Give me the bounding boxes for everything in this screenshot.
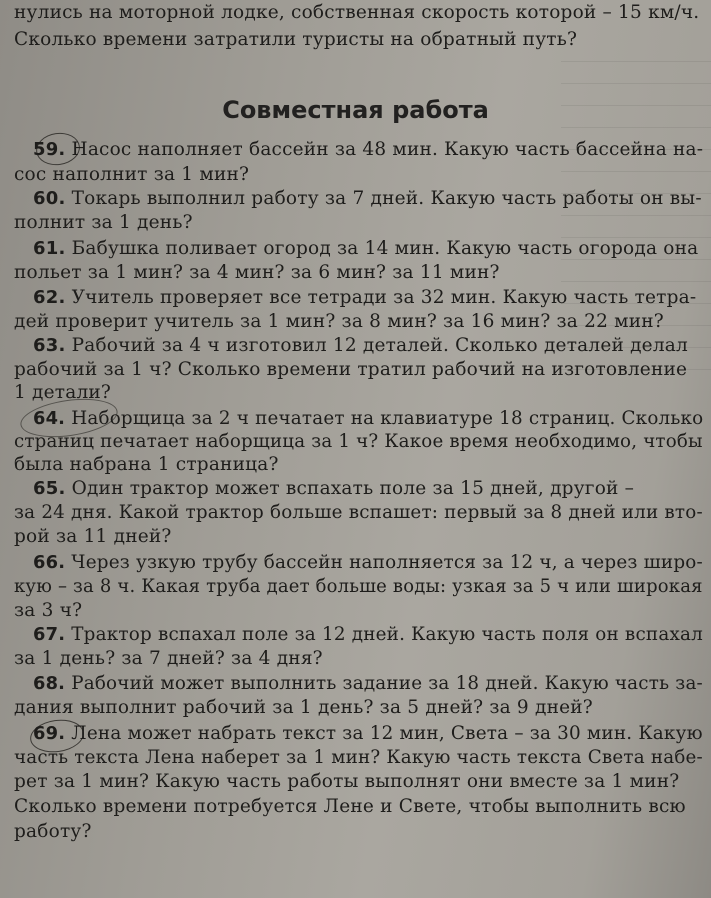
problem-number: 66.: [33, 552, 66, 573]
problem-68-line-2: дания выполнит рабочий за 1 день? за 5 дней? за 9 дней?: [14, 697, 593, 718]
problem-66-line-2: кую – за 8 ч. Какая труба дает больше воды: узкая за 5 ч или широкая: [14, 576, 703, 597]
problem-69-line-4: Сколько времени потребуется Лене и Свете, чтобы выполнить всю: [14, 796, 686, 817]
problem-60-line-2: полнит за 1 день?: [14, 212, 193, 233]
top-line: нулись на моторной лодке, собственная скорость которой – 15 км/ч.: [14, 2, 700, 23]
problem-69-line-1: 69. Лена может набрать текст за 12 мин, Света – за 30 мин. Какую: [33, 723, 703, 744]
problem-69-line-2: часть текста Лена наберет за 1 мин? Какую часть текста Света набе-: [14, 747, 703, 768]
problem-65-line-2: за 24 дня. Какой трактор больше вспашет: первый за 8 дней или вто-: [14, 502, 703, 523]
problem-69-line-5: работу?: [14, 821, 92, 842]
problem-69-line-3: рет за 1 мин? Какую часть работы выполнят они вместе за 1 мин?: [14, 771, 680, 792]
problem-68-line-1: 68. Рабочий может выполнить задание за 18 дней. Какую часть за-: [33, 673, 703, 694]
problem-67-line-1: 67. Трактор вспахал поле за 12 дней. Какую часть поля он вспахал: [33, 624, 703, 645]
problem-64-line-3: была набрана 1 страница?: [14, 454, 279, 475]
problem-number: 68.: [33, 673, 66, 694]
problem-number: 61.: [33, 238, 66, 259]
problem-number: 64.: [33, 408, 66, 429]
problem-65-line-3: рой за 11 дней?: [14, 526, 172, 547]
problem-63-line-1: 63. Рабочий за 4 ч изготовил 12 деталей. Сколько деталей делал: [33, 335, 688, 356]
problem-number: 67.: [33, 624, 66, 645]
problem-61-line-1: 61. Бабушка поливает огород за 14 мин. Какую часть огорода она: [33, 238, 699, 259]
problem-67-line-2: за 1 день? за 7 дней? за 4 дня?: [14, 648, 323, 669]
problem-66-line-3: за 3 ч?: [14, 600, 83, 621]
problem-59-line-1: 59. Насос наполняет бассейн за 48 мин. Какую часть бассейна на-: [33, 139, 704, 160]
problem-59-line-2: сос наполнит за 1 мин?: [14, 164, 250, 185]
problem-number: 59.: [33, 139, 66, 160]
problem-66-line-1: 66. Через узкую трубу бассейн наполняется за 12 ч, а через широ-: [33, 552, 703, 573]
problem-number: 60.: [33, 188, 66, 209]
problem-65-line-1: 65. Один трактор может вспахать поле за 15 дней, другой –: [33, 478, 635, 499]
problem-61-line-2: польет за 1 мин? за 4 мин? за 6 мин? за 11 мин?: [14, 262, 500, 283]
problem-63-line-2: рабочий за 1 ч? Сколько времени тратил рабочий на изготовление: [14, 359, 688, 380]
top-line: Сколько времени затратили туристы на обратный путь?: [14, 29, 578, 50]
problem-64-line-1: 64. Наборщица за 2 ч печатает на клавиатуре 18 страниц. Сколько: [33, 408, 704, 429]
problem-number: 65.: [33, 478, 66, 499]
problem-62-line-2: дей проверит учитель за 1 мин? за 8 мин? за 16 мин? за 22 мин?: [14, 311, 664, 332]
problem-64-line-2: страниц печатает наборщица за 1 ч? Какое время необходимо, чтобы: [14, 431, 703, 452]
problem-number: 63.: [33, 335, 66, 356]
problem-number: 62.: [33, 287, 66, 308]
problem-number: 69.: [33, 723, 66, 744]
problem-63-line-3: 1 детали?: [14, 382, 112, 403]
problem-62-line-1: 62. Учитель проверяет все тетради за 32 мин. Какую часть тетра-: [33, 287, 697, 308]
section-title: Совместная работа: [222, 96, 489, 124]
problem-60-line-1: 60. Токарь выполнил работу за 7 дней. Какую часть работы он вы-: [33, 188, 702, 209]
